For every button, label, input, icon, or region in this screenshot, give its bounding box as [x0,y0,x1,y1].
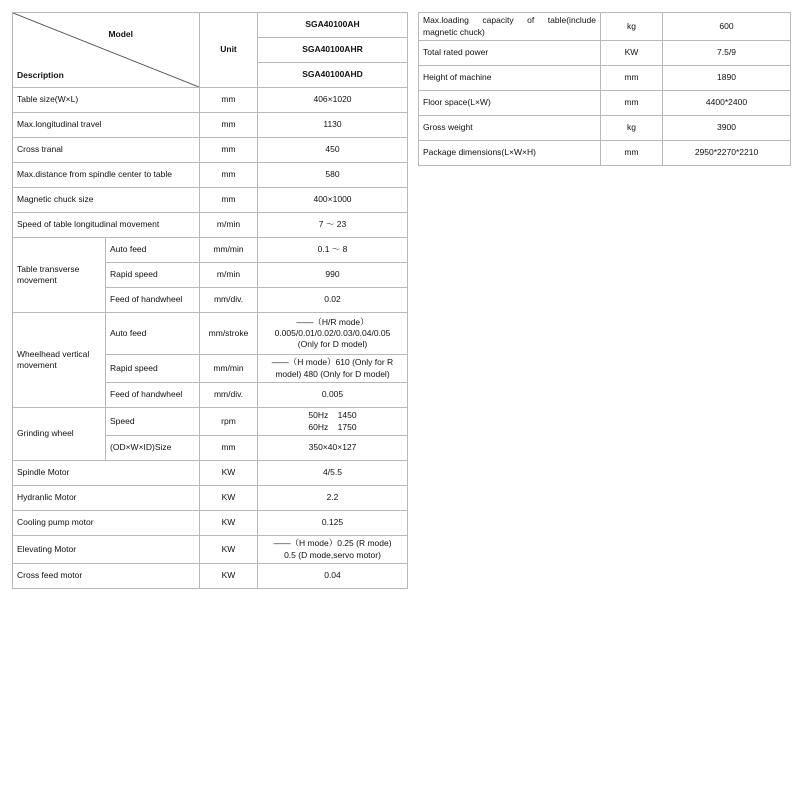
row-desc: Package dimensions(L×W×H) [419,141,601,166]
row-desc: Table size(W×L) [13,88,200,113]
row-desc: Feed of handwheel [106,288,200,313]
row-unit: mm [200,163,258,188]
row-unit: m/min [200,213,258,238]
table-row [419,116,791,141]
model-header-label: Model [108,29,133,39]
group-wheelhead-vertical: Wheelhead vertical movement [13,313,106,408]
table-row [13,408,408,436]
group-grinding-wheel: Grinding wheel [13,408,106,461]
row-desc: Rapid speed [106,355,200,383]
table-row [13,238,408,263]
table-row [13,313,408,355]
table-row [419,91,791,116]
model-name-2: SGA40100AHR [258,38,408,63]
table-row [419,141,791,166]
value-line: (Only for D model) [297,339,368,350]
row-desc: Max.loading capacity of table(include magnetic chuck) [419,13,601,41]
row-unit: KW [200,511,258,536]
row-desc: Cooling pump motor [13,511,200,536]
row-desc: Floor space(L×W) [419,91,601,116]
row-unit: mm [601,91,663,116]
row-unit: rpm [200,408,258,436]
table-row [419,41,791,66]
row-value: 1890 [663,66,791,91]
table-row [13,138,408,163]
row-value: 1130 [258,113,408,138]
row-desc: Total rated power [419,41,601,66]
row-desc: Magnetic chuck size [13,188,200,213]
model-name-3: SGA40100AHD [258,63,408,88]
row-value: 7.5/9 [663,41,791,66]
row-value: 0.005 [258,383,408,408]
row-unit: mm [200,436,258,461]
row-unit: KW [601,41,663,66]
row-value: 990 [258,263,408,288]
value-line: 0.5 (D mode,servo motor) [284,549,381,560]
row-unit: KW [200,461,258,486]
row-value: 2950*2270*2210 [663,141,791,166]
row-desc: Spindle Motor [13,461,200,486]
row-unit: kg [601,13,663,41]
row-desc: Cross feed motor [13,564,200,589]
row-value [258,313,408,355]
description-header-label: Description [17,69,64,80]
row-unit: KW [200,564,258,589]
row-value: 580 [258,163,408,188]
row-value: 0.04 [258,564,408,589]
row-desc: Speed [106,408,200,436]
unit-header: Unit [200,13,258,88]
row-unit: mm/div. [200,383,258,408]
row-value: 0.125 [258,511,408,536]
row-value: 406×1020 [258,88,408,113]
row-value: 7 ～ 23 [258,213,408,238]
row-value: 4/5.5 [258,461,408,486]
row-value: 4400*2400 [663,91,791,116]
row-value: 600 [663,13,791,41]
table-row [13,486,408,511]
table-row [13,163,408,188]
table-row [13,188,408,213]
table-row [13,564,408,589]
row-unit: mm [601,141,663,166]
row-unit: kg [601,116,663,141]
row-desc: Rapid speed [106,263,200,288]
row-desc: Height of machine [419,66,601,91]
row-unit: KW [200,486,258,511]
value-line: ——（H/R mode） [296,316,369,327]
table-row [13,213,408,238]
row-value: 350×40×127 [258,436,408,461]
row-unit: mm/min [200,355,258,383]
row-desc: Gross weight [419,116,601,141]
spec-table-left [12,12,408,589]
row-desc: Hydranlic Motor [13,486,200,511]
row-desc: Auto feed [106,313,200,355]
model-name-1: SGA40100AH [258,13,408,38]
row-desc: Cross tranal [13,138,200,163]
row-desc: Max.longitudinal travel [13,113,200,138]
row-desc: Max.distance from spindle center to table [13,163,200,188]
row-unit: KW [200,536,258,564]
value-line: 60Hz 1750 [308,421,357,432]
row-value: 0.1 ～ 8 [258,238,408,263]
row-value: 2.2 [258,486,408,511]
group-table-transverse: Table transverse movement [13,238,106,313]
table-row [13,113,408,138]
row-unit: mm/min [200,238,258,263]
table-row [13,536,408,564]
value-line: 50Hz 1450 [308,410,357,421]
spec-table-right [418,12,791,166]
value-line: model) 480 (Only for D model) [275,368,390,379]
row-desc: (OD×W×ID)Size [106,436,200,461]
row-unit: mm/div. [200,288,258,313]
value-line: ——（H mode）0.25 (R mode) [273,538,392,549]
row-value: 3900 [663,116,791,141]
row-value [258,408,408,436]
table-row [13,88,408,113]
row-desc: Speed of table longitudinal movement [13,213,200,238]
row-unit: m/min [200,263,258,288]
diagonal-header-cell [13,13,200,88]
row-unit: mm/stroke [200,313,258,355]
row-value: 400×1000 [258,188,408,213]
row-unit: mm [200,88,258,113]
table-row [419,13,791,41]
row-value: 0.02 [258,288,408,313]
row-unit: mm [601,66,663,91]
row-value [258,536,408,564]
value-line: ——（H mode）610 (Only for R [271,357,394,368]
table-row [13,511,408,536]
row-value: 450 [258,138,408,163]
row-desc: Elevating Motor [13,536,200,564]
value-line: 0.005/0.01/0.02/0.03/0.04/0.05 [274,327,391,338]
row-unit: mm [200,138,258,163]
row-desc: Feed of handwheel [106,383,200,408]
row-unit: mm [200,113,258,138]
row-value [258,355,408,383]
table-row [419,66,791,91]
row-unit: mm [200,188,258,213]
row-desc: Auto feed [106,238,200,263]
table-row [13,461,408,486]
